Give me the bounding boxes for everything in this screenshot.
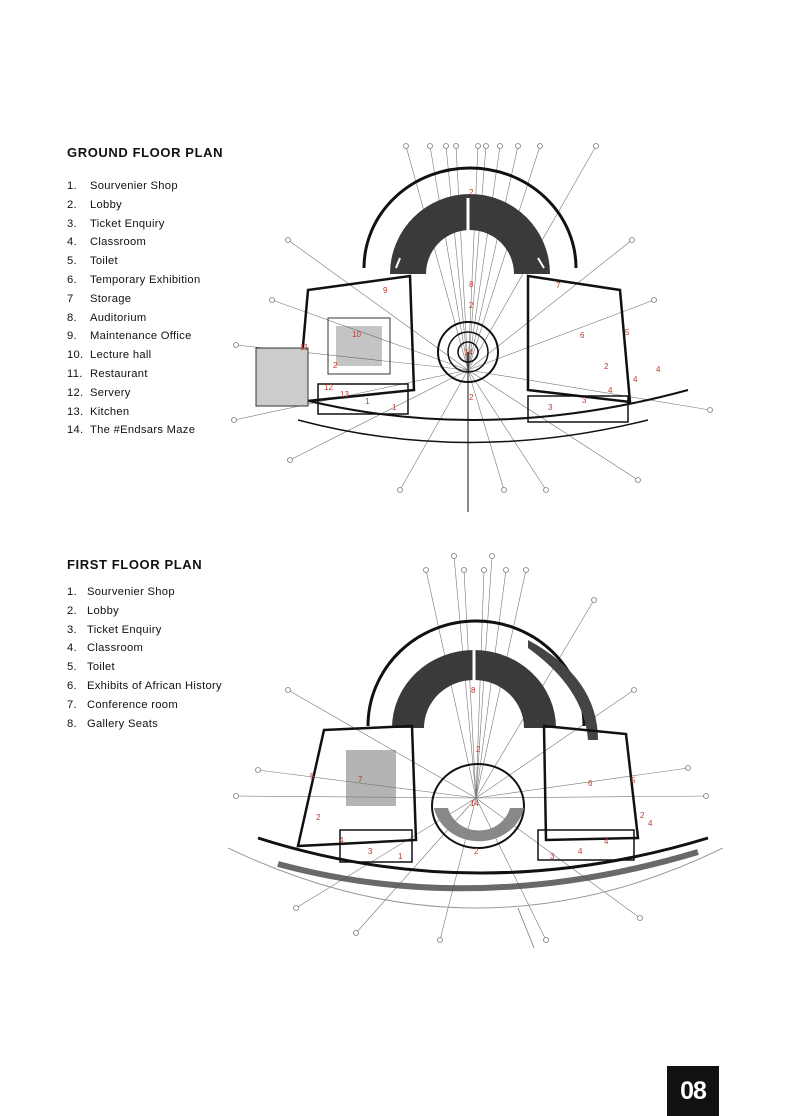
plan-tag: 14 (464, 348, 473, 357)
legend-item: 2. Lobby (67, 604, 119, 617)
plan-tag: 2 (469, 301, 474, 310)
plan-tag: 5 (631, 776, 636, 785)
plan-tag: 7 (556, 281, 561, 290)
plan-tag: 4 (633, 375, 638, 384)
legend-item: 13. Kitchen (67, 405, 130, 418)
plan-tag: 12 (324, 383, 333, 392)
plan-tag: 10 (352, 330, 361, 339)
plan-tag: 4 (608, 386, 613, 395)
legend-item: 1. Sourvenier Shop (67, 180, 178, 192)
page-number-badge: 08 (667, 1066, 719, 1116)
plan-tag: 3 (368, 847, 373, 856)
plan-tag: 4 (648, 819, 653, 828)
legend-item: 10. Lecture hall (67, 349, 152, 362)
plan-tag: 1 (365, 397, 370, 406)
plan-tag: 2 (604, 362, 609, 371)
legend-item: 6. Exhibits of African History (67, 679, 222, 692)
first-floor-title: FIRST FLOOR PLAN (67, 557, 203, 572)
plan-tag: 4 (656, 365, 661, 374)
first-floor-legend (67, 586, 222, 736)
legend-item: 7. Conference room (67, 698, 178, 711)
legend-item: 1. Sourvenier Shop (67, 586, 175, 598)
legend-item: 4. Classroom (67, 236, 147, 249)
plan-tag: 2 (469, 393, 474, 402)
plan-tag: 9 (383, 286, 388, 295)
legend-item: 5. Toilet (67, 255, 118, 268)
plan-tag: 3 (548, 403, 553, 412)
plan-tag: 5 (625, 328, 630, 337)
ground-floor-legend (67, 180, 200, 443)
plan-tag: 1 (398, 852, 403, 861)
plan-tag: 7 (358, 775, 363, 784)
legend-item: 2. Lobby (67, 198, 122, 211)
legend-item: 3. Ticket Enquiry (67, 623, 162, 636)
legend-item: 4. Classroom (67, 642, 144, 655)
plan-tag: 11 (300, 343, 309, 352)
plan-tag: 1 (392, 403, 397, 412)
plan-tag: 4 (604, 837, 609, 846)
plan-tag: 2 (316, 813, 321, 822)
legend-item: 8. Gallery Seats (67, 717, 159, 730)
plan-tag: 2 (476, 745, 481, 754)
legend-item: 9. Maintenance Office (67, 330, 192, 343)
ground-floor-title: GROUND FLOOR PLAN (67, 145, 224, 160)
plan-tag: 6 (580, 331, 585, 340)
legend-item: 8. Auditorium (67, 311, 147, 324)
plan-tag: 13 (340, 390, 349, 399)
plan-tag: 3 (582, 396, 587, 405)
legend-item: 5. Toilet (67, 661, 115, 674)
plan-tag: 4 (339, 836, 344, 845)
first-floor-plan-drawing (228, 548, 723, 958)
plan-tag: 2 (640, 811, 645, 820)
legend-item: 14. The #Endsars Maze (67, 424, 196, 437)
plan-tag: 5 (310, 772, 315, 781)
legend-item: 3. Ticket Enquiry (67, 217, 165, 230)
plan-tag: 8 (469, 280, 474, 289)
legend-item: 6. Temporary Exhibition (67, 273, 201, 286)
ground-floor-plan-drawing (228, 140, 718, 520)
legend-item: 11. Restaurant (67, 367, 148, 380)
plan-tag: 8 (471, 686, 476, 695)
plan-tag: 3 (550, 852, 555, 861)
legend-item: 7 Storage (67, 292, 132, 305)
plan-tag: 6 (588, 779, 593, 788)
plan-tag: 2 (469, 188, 474, 197)
plan-tag: 2 (474, 847, 479, 856)
plan-tag: 14 (470, 799, 479, 808)
legend-item: 12. Servery (67, 386, 131, 399)
plan-tag: 2 (333, 361, 338, 370)
plan-tag: 4 (578, 847, 583, 856)
